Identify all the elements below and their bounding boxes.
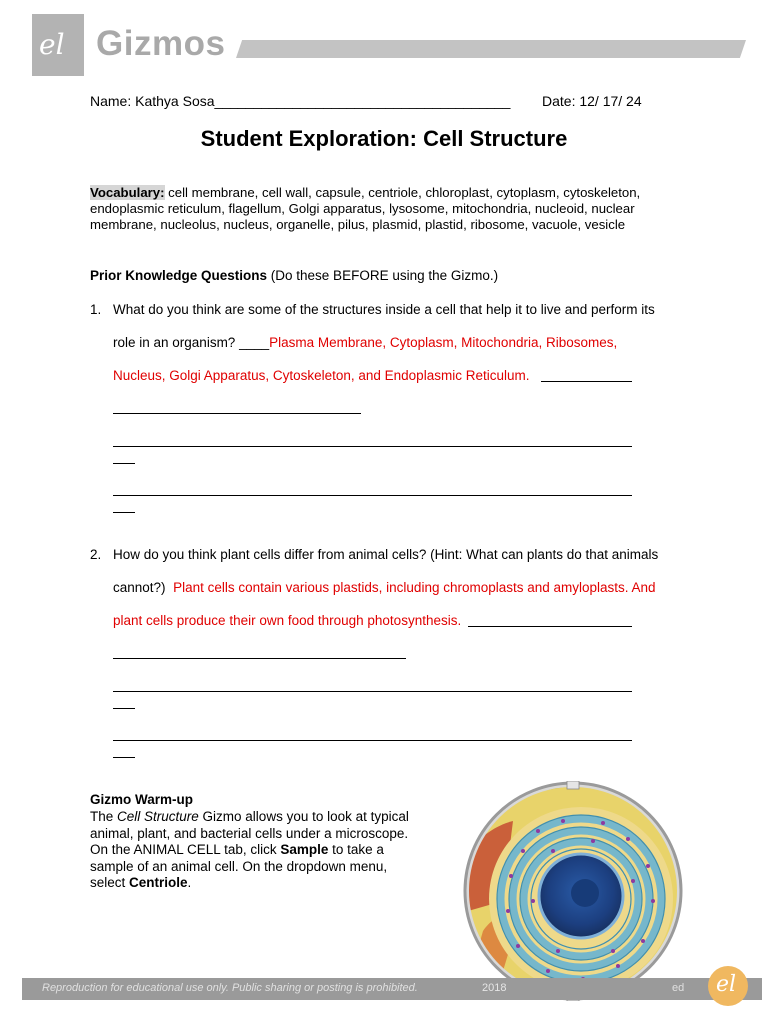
- warmup-paragraph: The Cell Structure Gizmo allows you to look at typical animal, plant, and bacterial cells under a microscope. On the ANIMAL CELL tab, click Sample to take a sample of an animal cell. On the dropdown menu, select Centriole.: [90, 809, 409, 890]
- answer-2a[interactable]: Plant cells contain various plastids, including chromoplasts and amyloplasts. And: [173, 580, 656, 595]
- answer-1a[interactable]: Plasma Membrane, Cytoplasm, Mitochondria, Ribosomes,: [269, 335, 618, 350]
- question-1-text: What do you think are some of the structures inside a cell that help it to live and perform its: [113, 302, 655, 317]
- answer-1b[interactable]: Nucleus, Golgi Apparatus, Cytoskeleton, and Endoplasmic Reticulum.: [113, 368, 530, 383]
- vocabulary-text: cell membrane, cell wall, capsule, centriole, chloroplast, cytoplasm, cytoskeleton, endoplasmic reticulum, flagellum, Golgi apparatus, lysosome, mitochondria, nucleoid, nuclear membrane, nucleolus, nucleus, organelle, pilus, plasmid, plastid, ribosome, vacuole, vesicle: [90, 185, 641, 232]
- vocabulary-label: Vocabulary:: [90, 185, 165, 200]
- question-2-prefix: cannot?): [113, 580, 166, 595]
- question-1-line2[interactable]: [113, 335, 617, 350]
- prior-knowledge-note: (Do these BEFORE using the Gizmo.): [267, 268, 499, 283]
- footer-logo: [708, 966, 748, 1006]
- answer-line[interactable]: [113, 708, 135, 709]
- gizmos-header: [0, 0, 768, 80]
- answer-line[interactable]: [113, 512, 135, 513]
- question-2-line3[interactable]: [113, 613, 461, 628]
- answer-line[interactable]: [113, 446, 632, 447]
- question-1-number: 1.: [90, 302, 102, 317]
- footer-notice: Reproduction for educational use only. Public sharing or posting is prohibited.: [42, 982, 418, 994]
- question-2-text: How do you think plant cells differ from animal cells? (Hint: What can plants do that animals: [113, 547, 659, 562]
- prior-knowledge-label: Prior Knowledge Questions: [90, 268, 268, 283]
- vocabulary-paragraph: [90, 185, 680, 233]
- answer-line[interactable]: [113, 495, 632, 496]
- answer-line[interactable]: [113, 463, 135, 464]
- animal-cell-microscope-image: [463, 781, 683, 1001]
- answer-line[interactable]: [541, 381, 632, 382]
- page-title: Student Exploration: Cell Structure: [200, 126, 568, 151]
- answer-line[interactable]: [113, 691, 632, 692]
- answer-line[interactable]: [113, 740, 632, 741]
- question-2-line2[interactable]: [113, 580, 656, 595]
- date-field[interactable]: Date: 12/ 17/ 24: [542, 93, 642, 109]
- answer-line[interactable]: [468, 626, 632, 627]
- footer-rights: ed: [672, 982, 685, 994]
- question-2-number: 2.: [90, 547, 102, 562]
- answer-line[interactable]: [113, 658, 406, 659]
- logo-glyph: el: [39, 28, 65, 61]
- explorelearning-logo: [32, 14, 84, 76]
- answer-line[interactable]: [113, 757, 135, 758]
- footer-logo-glyph: el: [716, 972, 737, 997]
- prior-knowledge-heading: [90, 268, 498, 283]
- question-1-prefix: role in an organism? ____: [113, 335, 270, 350]
- header-bar: [236, 40, 746, 58]
- footer-year: 2018: [482, 982, 507, 994]
- brand-name: Gizmos: [96, 24, 226, 63]
- question-1-line3[interactable]: [113, 368, 529, 383]
- answer-2b[interactable]: plant cells produce their own food through photosynthesis.: [113, 613, 462, 628]
- answer-line[interactable]: [113, 413, 361, 414]
- name-field[interactable]: Name: Kathya Sosa______________________________________: [90, 93, 511, 109]
- footer-bar: [22, 978, 762, 1000]
- warmup-heading: Gizmo Warm-up: [90, 792, 193, 807]
